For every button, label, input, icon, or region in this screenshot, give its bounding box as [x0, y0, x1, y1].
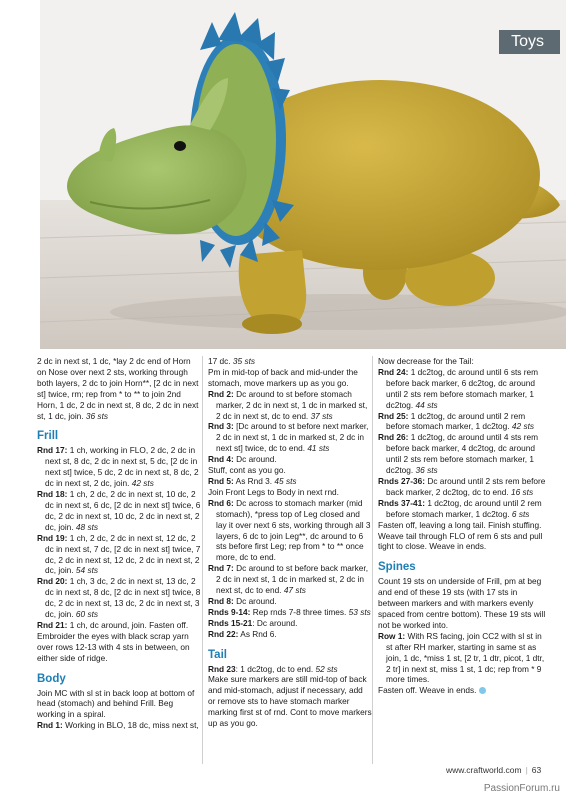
- pattern-row: Rnd 23: 1 dc2tog, dc to end. 52 sts: [208, 663, 338, 674]
- pattern-row: Rnd 4: Dc around.: [208, 454, 277, 465]
- pattern-row: Rnd 1: Working in BLO, 18 dc, miss next st,: [37, 720, 199, 731]
- pattern-row: Rnd 18: 1 ch, 2 dc, 2 dc in next st, 10 dc, 2 dc in next st, 6 dc, [2 dc in next st] twice, 6 dc, 2 dc in next st, 10 dc, 2 dc in next st, 2 dc, join. 48 sts: [37, 489, 201, 532]
- pattern-row: Rnd 19: 1 ch, 2 dc, 2 dc in next st, 12 dc, 2 dc in next st, 7 dc, [2 dc in next st] twice, 7 dc, 2 dc in next st, 12 dc, 2 dc in next st, 2 dc, join. 54 sts: [37, 532, 201, 576]
- paragraph: Stuff, cont as you go.: [208, 465, 286, 476]
- paragraph: Now decrease for the Tail:: [378, 356, 474, 366]
- heading-spines: Spines: [378, 561, 416, 574]
- column-1: [37, 356, 201, 731]
- end-dot-icon: [479, 687, 486, 694]
- pattern-row: Rnds 27-36: Dc around until 2 sts rem before back marker, 2 dc2tog, dc to end. 16 sts: [378, 475, 546, 497]
- pattern-row: Rnd 8: Dc around.: [208, 595, 277, 606]
- pattern-row: Rnd 21: 1 ch, dc around, join. Fasten off. Embroider the eyes with black scrap yarn over rows 12-13 with 4 sts in between, on either side of ridge.: [37, 619, 190, 663]
- pattern-row: 17 dc. 35 sts: [208, 356, 256, 366]
- pattern-row: Rnds 9-14: Rep rnds 7-8 three times. 53 sts: [208, 606, 371, 617]
- paragraph: Pm in mid-top of back and mid-under the stomach, move markers up as you go.: [208, 366, 358, 388]
- column-divider: [372, 356, 373, 764]
- paragraph: Count 19 sts on underside of Frill, pm at beg and end of these 19 sts (with 17 sts in between markers and with markers evenly spaced from centre bottom). These 19 sts will not be worked into.: [378, 576, 546, 630]
- pattern-row: Rnd 24: 1 dc2tog, dc around until 6 sts rem before back marker, 6 dc2tog, dc around until 2 sts rem before stomach marker, 1 dc2tog. 44 sts: [378, 366, 539, 410]
- pattern-row: Rnd 17: 1 ch, working in FLO, 2 dc, 2 dc in next st, 8 dc, 2 dc in next st, 5 dc, [2 dc in next st] twice, 5 dc, 2 dc in next st, 8 dc, 2 dc in next st, 2 dc, join. 42 sts: [37, 445, 199, 489]
- pattern-row: Row 1: With RS facing, join CC2 with sl st in st after RH marker, starting in same st as join, 1 dc, *miss 1 st, [2 tr, 1 dtr, picot, 1 dtr, 2 tr] in next st, miss 1 st, 1 dc; rep from * 9 more times.: [378, 630, 545, 685]
- footer-site: www.craftworld.com: [446, 765, 522, 775]
- section-tag: Toys: [499, 30, 560, 54]
- watermark: PassionForum.ru: [483, 783, 560, 794]
- paragraph: Fasten off. Weave in ends.: [378, 685, 550, 696]
- pattern-row: Rnd 7: Dc around to st before back marker, 2 dc in next st, 1 dc in marked st, 2 dc in next st, dc to end. 47 sts: [208, 563, 369, 596]
- paragraph: Make sure markers are still mid-top of back and mid-stomach, adjust if necessary, add or remove sts to have stomach marker marking first st of rnd. Cont to move markers up as you go.: [208, 674, 372, 729]
- heading-tail: Tail: [208, 648, 227, 661]
- heading-body: Body: [37, 672, 66, 685]
- column-divider: [202, 356, 203, 764]
- crochet-triceratops-image: [40, 0, 566, 349]
- column-2: [208, 356, 372, 729]
- pattern-row: Rnds 15-21: Dc around.: [208, 617, 298, 628]
- pattern-row: Rnd 2: Dc around to st before stomach marker, 2 dc in next st, 1 dc in marked st, 2 dc in next st, dc to end. 37 sts: [208, 388, 368, 421]
- pattern-row: Rnd 3: [Dc around to st before next marker, 2 dc in next st, 1 dc in marked st, 2 dc in next st] twice, dc to end. 41 sts: [208, 421, 369, 454]
- page-number: 63: [531, 765, 542, 775]
- pattern-row: Rnd 22: As Rnd 6.: [208, 628, 277, 639]
- pattern-row: Rnd 20: 1 ch, 3 dc, 2 dc in next st, 13 dc, 2 dc in next st, 8 dc, [2 dc in next st] twice, 8 dc, 2 dc in next st, 13 dc, 2 dc in next st, 3 dc, join. 60 sts: [37, 576, 201, 620]
- toy-photo: [40, 0, 566, 349]
- footer-separator: |: [525, 765, 528, 775]
- column-3: [378, 356, 550, 696]
- paragraph: Join Front Legs to Body in next rnd.: [208, 486, 339, 497]
- paragraph: Fasten off, leaving a long tail. Finish stuffing. Weave tail through FLO of rem 6 sts and pull tight to close. Weave in ends.: [378, 519, 543, 552]
- pattern-row: Rnd 6: Dc across to stomach marker (mid stomach), *press top of Leg closed and lay it over next 6 sts, working through all 3 layers, 6 dc to join Leg**, dc around to 6 sts before first Leg; rep from * to ** once more, dc to end.: [208, 497, 371, 563]
- pattern-row: Rnd 26: 1 dc2tog, dc around until 4 sts rem before back marker, 4 dc2tog, dc around until 2 sts rem before stomach marker, 1 dc2tog. 36 sts: [378, 432, 539, 476]
- pattern-row: Rnd 5: As Rnd 3. 45 sts: [208, 475, 297, 486]
- paragraph: 2 dc in next st, 1 dc, *lay 2 dc end of Horn on Nose over next 2 sts, working through both layers, 2 dc to join Horn**, [2 dc in next st] twice, rm; rep from * to ** to join 2nd Horn, 1 dc, 2 dc in next st, 8 dc, 2 dc in next st, 1 dc, join. 36 sts: [37, 356, 199, 421]
- page-footer: [446, 765, 541, 775]
- paragraph: Join MC with sl st in back loop at bottom of head (stomach) and behind Frill. Beg working in a spiral.: [37, 687, 195, 720]
- pattern-row: Rnds 37-41: 1 dc2tog, dc around until 2 rem before stomach marker, 1 dc2tog. 6 sts: [378, 497, 542, 519]
- heading-frill: Frill: [37, 430, 59, 443]
- pattern-row: Rnd 25: 1 dc2tog, dc around until 2 rem before stomach marker, 1 dc2tog. 42 sts: [378, 410, 535, 432]
